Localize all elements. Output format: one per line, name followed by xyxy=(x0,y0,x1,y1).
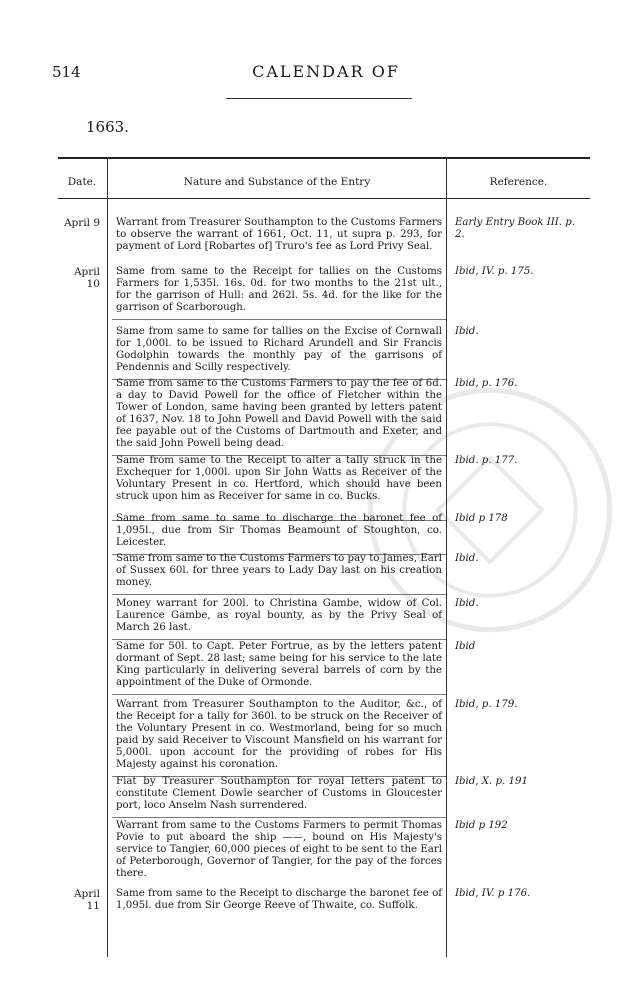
entry-reference: Ibid. xyxy=(455,598,479,609)
entry-separator xyxy=(112,319,446,320)
column-divider-left xyxy=(107,157,108,957)
entry-reference: Ibid. xyxy=(455,553,479,564)
entry-text: Same from same to the Customs Farmers to pay the fee of 6d. a day to David Powell for the office of Fletcher within the Tower of London, same having been granted by letters patent of 1637, Nov. 18 to John Powell and David Powell with the said fee payable out of the Customs of Dartmouth and Exeter, and the said John Powell being dead. xyxy=(116,378,442,449)
entry-reference: Ibid, X. p. 191 xyxy=(455,776,528,787)
entry-text: Warrant from Treasurer Southampton to the Auditor, &c., of the Receipt for a tally for 360l. to be struck on the Receiver of the Voluntary Present in co. Westmorland, being for so much paid by said Receiver to Viscount Mansfield on his warrant for 5,000l. upon account for the providing of robes for His Majesty against his coronation. xyxy=(116,699,442,770)
entry-reference: Ibid. p. 177. xyxy=(455,455,518,466)
entry-separator xyxy=(112,694,446,695)
table-top-rule xyxy=(58,157,590,159)
column-header-reference: Reference. xyxy=(489,176,548,188)
entry-text: Same from same to the Receipt to alter a tally struck in the Exchequer for 1,000l. upon Sir John Watts as Receiver of the Voluntary Present in co. Hertford, which should have been struck upon him as Receiver for same in co. Bucks. xyxy=(116,455,442,502)
entry-text: Warrant from same to the Customs Farmers to permit Thomas Povie to put aboard the ship ——, bound on His Majesty's service to Tangier, 60,000 pieces of eight to be sent to the Earl of Peterborough, Governor of Tangier, for the pay of the forces there. xyxy=(116,820,442,879)
entry-text: Same from same to the Customs Farmers to pay to James, Earl of Sussex 60l. for three years to Lady Day last on his creation money. xyxy=(116,553,442,588)
column-header-nature: Nature and Substance of the Entry xyxy=(183,176,371,188)
entry-reference: Ibid, IV. p 176. xyxy=(455,888,531,899)
entry-text: Money warrant for 200l. to Christina Gambe, widow of Col. Laurence Gambe, as royal bounty, as by the Privy Seal of March 26 last. xyxy=(116,598,442,633)
entry-date: April 11 xyxy=(73,888,100,912)
entry-date: April 10 xyxy=(73,266,100,290)
entry-reference: Ibid xyxy=(455,641,476,652)
year-heading: 1663. xyxy=(86,118,129,136)
entry-text: Same for 50l. to Capt. Peter Fortrue, as by the letters patent dormant of Sept. 28 last; same being for his service to the late King particularly in delivering several barrels of corn by the appointment of the Duke of Ormonde. xyxy=(116,641,442,688)
entry-reference: Ibid p 192 xyxy=(455,820,508,831)
entry-text: Same from same to same for tallies on the Excise of Cornwall for 1,000l. to be issued to Richard Arundell and Sir Francis Godolphin towards the monthly pay of the garrisons of Pendennis and Scilly respectively. xyxy=(116,326,442,373)
entry-text: Fiat by Treasurer Southampton for royal letters patent to constitute Clement Dowle searcher of Customs in Gloucester port, loco Anselm Nash surrendered. xyxy=(116,776,442,811)
entry-reference: Ibid, p. 179. xyxy=(455,699,518,710)
entry-reference: Ibid p 178 xyxy=(455,513,508,524)
running-title: CALENDAR OF xyxy=(252,62,400,81)
title-rule xyxy=(226,98,412,99)
entry-separator xyxy=(112,594,446,595)
column-divider-right xyxy=(446,157,447,957)
entry-text: Warrant from Treasurer Southampton to the Customs Farmers to observe the warrant of 1661, Oct. 11, ut supra p. 293, for payment of Lord [Robartes of] Truro's fee as Lord Privy Seal. xyxy=(116,217,442,252)
entry-separator xyxy=(112,639,446,640)
entry-reference: Ibid. xyxy=(455,326,479,337)
table-header-rule xyxy=(58,198,590,199)
entry-separator xyxy=(112,817,446,818)
entry-reference: Early Entry Book III. p. 2. xyxy=(455,217,576,240)
entry-reference: Ibid, IV. p. 175. xyxy=(455,266,534,277)
entry-reference: Ibid, p. 176. xyxy=(455,378,518,389)
page-number: 514 xyxy=(52,63,81,81)
entry-text: Same from same to same to discharge the baronet fee of 1,095l., due from Sir Thomas Beamount of Stoughton, co. Leicester. xyxy=(116,513,442,548)
entry-date: April 9 xyxy=(63,217,100,229)
entry-text: Same from same to the Receipt to discharge the baronet fee of 1,095l. due from Sir George Reeve of Thwaite, co. Suffolk. xyxy=(116,888,442,911)
entry-text: Same from same to the Receipt for tallies on the Customs Farmers for 1,535l. 16s. 0d. for two months to the 21st ult., for the garrison of Hull: and 262l. 5s. 4d. for the like for the garrison of Scarborough. xyxy=(116,266,442,313)
column-header-date: Date. xyxy=(67,176,97,188)
